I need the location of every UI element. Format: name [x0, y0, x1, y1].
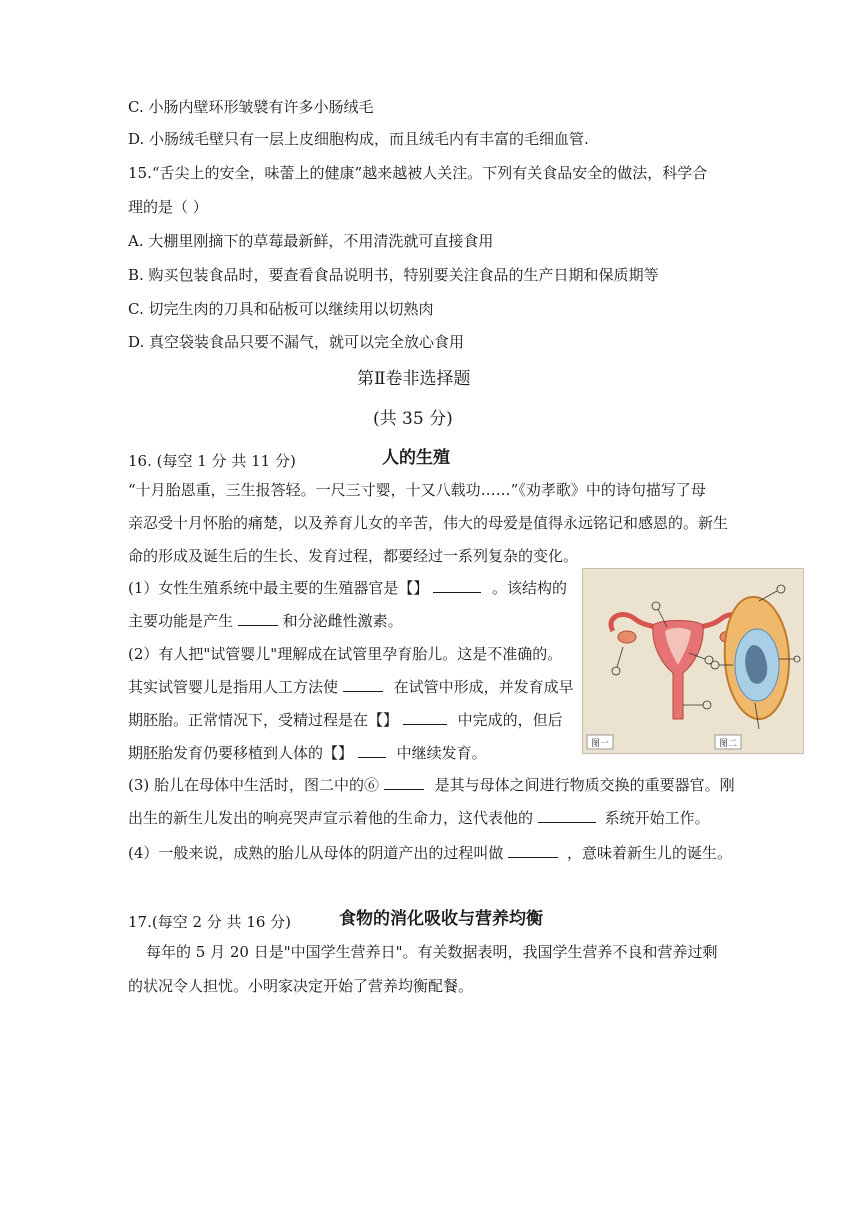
q16-part1-text-d: 和分泌雌性激素。 — [282, 612, 403, 630]
answer-blank[interactable] — [403, 710, 447, 725]
question-17-title: 食物的消化吸收与营养均衡 — [339, 909, 543, 929]
option-c-q15: C. 切完生肉的刀具和砧板可以继续用以切熟肉 — [128, 300, 434, 318]
q16-part3-text-b: 是其与母体之间进行物质交换的重要器官。刚 — [434, 776, 735, 794]
answer-blank[interactable] — [358, 743, 386, 758]
reproductive-figure — [582, 568, 804, 754]
q16-part2-text-b: 其实试管婴儿是指用人工方法使 — [128, 678, 339, 696]
option-a-q15: A. 大棚里刚摘下的草莓最新鲜，不用清洗就可直接食用 — [128, 232, 494, 250]
question-17-label: 17.(每空 2 分 共 16 分) — [128, 913, 292, 931]
answer-blank[interactable] — [384, 775, 424, 790]
reproductive-diagram — [583, 569, 803, 753]
q16-part3-text-d: 系统开始工作。 — [604, 809, 710, 827]
answer-blank[interactable] — [538, 808, 596, 823]
question-16-label: 16. (每空 1 分 共 11 分) — [128, 452, 296, 470]
option-b-q15: B. 购买包装食品时，要查看食品说明书，特别要关注食品的生产日期和保质期等 — [128, 266, 659, 284]
ovary-left — [618, 631, 636, 643]
question-15-stem-cont: 理的是（ ） — [128, 198, 208, 216]
figure-1-label: 图一 — [591, 739, 610, 749]
q16-intro-line3: 命的形成及诞生后的生长、发育过程，都要经过一系列复杂的变化。 — [128, 547, 579, 565]
answer-blank[interactable] — [433, 578, 481, 593]
q16-part3-line1 — [128, 775, 735, 795]
q16-part1-text-c: 主要功能是产生 — [128, 612, 234, 630]
question-16-title: 人的生殖 — [382, 448, 450, 468]
q16-part1-line1 — [128, 578, 567, 598]
q16-part2-text-d: 期胚胎。正常情况下，受精过程是在【】 — [128, 711, 399, 729]
q16-part2-text-e: 中完成的，但后 — [457, 711, 563, 729]
q16-part2-text-f: 期胚胎发育仍要移植到人体的【】 — [128, 744, 354, 762]
q16-part3-line2 — [128, 808, 710, 828]
answer-blank[interactable] — [343, 677, 383, 692]
q16-part3-text-a: (3) 胎儿在母体中生活时，图二中的⑥ — [128, 776, 380, 794]
q16-intro-line2: 亲忍受十月怀胎的痛楚，以及养育儿女的辛苦，伟大的母爱是值得永远铭记和感恩的。新生 — [128, 514, 729, 532]
q16-part2-line1: (2）有人把"试管婴儿"理解成在试管里孕育胎儿。这是不准确的。 — [128, 645, 563, 663]
option-c-q14: C. 小肠内壁环形皱襞有许多小肠绒毛 — [128, 98, 374, 116]
q16-part4-text-a: (4）一般来说，成熟的胎儿从母体的阴道产出的过程叫做 — [128, 844, 504, 862]
q16-part2-text-c: 在试管中形成，并发育成早 — [393, 678, 574, 696]
option-d-q14: D. 小肠绒毛壁只有一层上皮细胞构成，而且绒毛内有丰富的毛细血管. — [128, 130, 589, 148]
q16-intro-line1: “十月胎恩重，三生报答轻。一尺三寸婴，十又八载功……”《劝孝歌》中的诗句描写了母 — [128, 481, 706, 499]
figure-2-label: 图二 — [719, 739, 738, 749]
q16-part1-text-b: 。该结构的 — [491, 579, 567, 597]
q16-part1-line2 — [128, 611, 403, 631]
q17-line2: 的状况令人担忧。小明家决定开始了营养均衡配餐。 — [128, 977, 474, 995]
q16-part2-line3 — [128, 710, 563, 730]
q17-line1: 每年的 5 月 20 日是"中国学生营养日"。有关数据表明，我国学生营养不良和营养过剩 — [146, 943, 718, 961]
q16-part1-text-a: (1）女性生殖系统中最主要的生殖器官是【】 — [128, 579, 429, 597]
fetus-drawing — [711, 585, 800, 729]
section-title: 第Ⅱ卷非选择题 — [357, 369, 471, 389]
q16-part4-text-b: ，意味着新生儿的诞生。 — [566, 844, 732, 862]
q16-part2-text-g: 中继续发育。 — [396, 744, 487, 762]
section-score: (共 35 分) — [373, 409, 453, 429]
question-15-stem: 15.“舌尖上的安全，味蕾上的健康”越来越被人关注。下列有关食品安全的做法，科学合 — [128, 164, 708, 182]
answer-blank[interactable] — [508, 843, 558, 858]
q16-part2-line4 — [128, 743, 487, 763]
answer-blank[interactable] — [238, 611, 278, 626]
option-d-q15: D. 真空袋装食品只要不漏气，就可以完全放心食用 — [128, 333, 465, 351]
q16-part3-text-c: 出生的新生儿发出的响亮哭声宣示着他的生命力，这代表他的 — [128, 809, 534, 827]
q16-part2-line2 — [128, 677, 574, 697]
q16-part4-line1 — [128, 843, 732, 863]
